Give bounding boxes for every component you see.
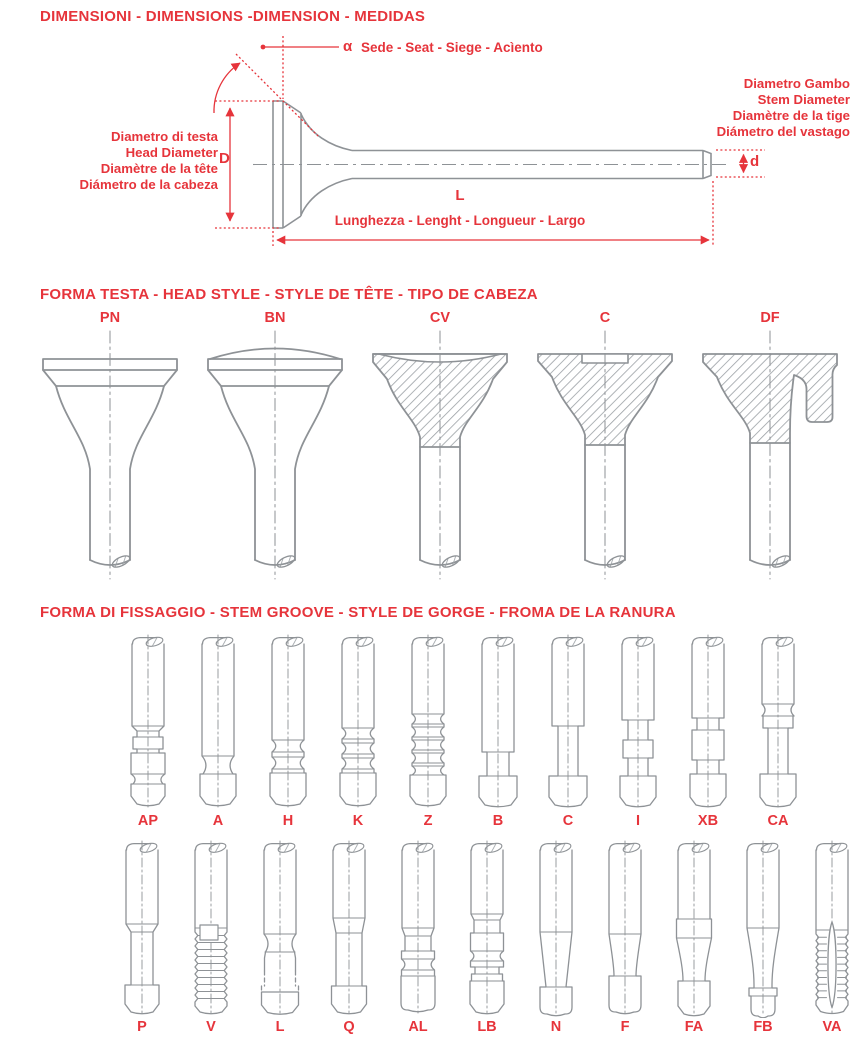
stem-groove-item-ca bbox=[746, 634, 810, 829]
stem-groove-label: P bbox=[137, 1019, 147, 1035]
stem-groove-row-1 bbox=[116, 634, 810, 829]
valve-dimension-diagram bbox=[0, 0, 860, 270]
head-style-label: CV bbox=[429, 310, 451, 326]
stem-groove-figure-xb bbox=[676, 634, 740, 812]
stem-groove-item-va bbox=[800, 840, 860, 1035]
stem-groove-figure-ca bbox=[746, 634, 810, 812]
seat-label: Sede - Seat - Siege - Acìento bbox=[361, 40, 543, 55]
head-style-figure-pn bbox=[35, 329, 185, 587]
stem-groove-label: VA bbox=[822, 1019, 842, 1035]
head-diameter-line: Diámetro de la cabeza bbox=[79, 177, 218, 192]
length-label: Lunghezza - Lenght - Longueur - Largo bbox=[334, 213, 586, 228]
stem-groove-figure-v bbox=[179, 840, 243, 1018]
head-style-label: BN bbox=[264, 310, 286, 326]
seat-leader-dot bbox=[261, 45, 266, 50]
stem-groove-item-ap bbox=[116, 634, 180, 829]
stem-groove-item-i bbox=[606, 634, 670, 829]
stem-groove-figure-c bbox=[536, 634, 600, 812]
stem-groove-label: Z bbox=[423, 813, 433, 829]
stem-groove-item-q bbox=[317, 840, 381, 1035]
stem-groove-figure-fa bbox=[662, 840, 726, 1018]
stem-groove-item-a bbox=[186, 634, 250, 829]
head-style-item-pn bbox=[35, 310, 185, 587]
alpha-symbol: α bbox=[343, 38, 353, 55]
stem-groove-figure-b bbox=[466, 634, 530, 812]
stem-groove-label: Q bbox=[343, 1019, 355, 1035]
stem-diameter-line: Diámetro del vastago bbox=[716, 124, 850, 139]
stem-groove-label: F bbox=[620, 1019, 630, 1035]
stem-groove-figure-n bbox=[524, 840, 588, 1018]
stem-diameter-label bbox=[648, 76, 850, 140]
stem-groove-label: A bbox=[212, 813, 224, 829]
stem-groove-item-b bbox=[466, 634, 530, 829]
stem-diameter-line: Diametro Gambo bbox=[743, 76, 850, 91]
head-diameter-symbol: D bbox=[219, 150, 230, 167]
section-title-head-style: FORMA TESTA - HEAD STYLE - STYLE DE TÊTE - TIPO DE CABEZA bbox=[40, 286, 538, 303]
stem-groove-label: LB bbox=[477, 1019, 497, 1035]
stem-groove-label: K bbox=[352, 813, 364, 829]
stem-groove-figure-lb bbox=[455, 840, 519, 1018]
stem-diameter-line: Stem Diameter bbox=[757, 92, 850, 107]
stem-groove-label: V bbox=[206, 1019, 216, 1035]
stem-groove-figure-p bbox=[110, 840, 174, 1018]
stem-groove-label: AP bbox=[137, 813, 159, 829]
stem-groove-figure-i bbox=[606, 634, 670, 812]
stem-groove-figure-l bbox=[248, 840, 312, 1018]
stem-groove-item-fa bbox=[662, 840, 726, 1035]
head-style-item-c bbox=[530, 310, 680, 587]
length-symbol: L bbox=[455, 187, 465, 204]
head-style-label: PN bbox=[99, 310, 121, 326]
angle-arc-arrow bbox=[214, 63, 240, 113]
stem-groove-label: L bbox=[275, 1019, 285, 1035]
stem-groove-label: B bbox=[492, 813, 504, 829]
stem-groove-figure-h bbox=[256, 634, 320, 812]
stem-diameter-symbol: d bbox=[750, 153, 760, 170]
stem-groove-item-xb bbox=[676, 634, 740, 829]
head-diameter-line: Head Diameter bbox=[125, 145, 218, 160]
stem-groove-label: AL bbox=[408, 1019, 428, 1035]
head-style-row bbox=[35, 310, 845, 587]
stem-groove-label: N bbox=[550, 1019, 562, 1035]
stem-groove-figure-k bbox=[326, 634, 390, 812]
head-style-figure-bn bbox=[200, 329, 350, 587]
stem-groove-label: XB bbox=[697, 813, 719, 829]
stem-groove-item-l bbox=[248, 840, 312, 1035]
stem-groove-figure-f bbox=[593, 840, 657, 1018]
stem-groove-figure-fb bbox=[731, 840, 795, 1018]
head-diameter-line: Diametro di testa bbox=[111, 129, 218, 144]
stem-groove-figure-va bbox=[800, 840, 860, 1018]
stem-groove-item-f bbox=[593, 840, 657, 1035]
stem-groove-figure-z bbox=[396, 634, 460, 812]
stem-groove-figure-ap bbox=[116, 634, 180, 812]
head-diameter-line: Diamètre de la tête bbox=[100, 161, 218, 176]
head-style-figure-c bbox=[530, 329, 680, 587]
stem-groove-item-v bbox=[179, 840, 243, 1035]
head-style-item-df bbox=[695, 310, 845, 587]
stem-groove-item-z bbox=[396, 634, 460, 829]
head-style-figure-df bbox=[695, 329, 845, 587]
stem-groove-item-k bbox=[326, 634, 390, 829]
stem-groove-item-c bbox=[536, 634, 600, 829]
stem-groove-row-2 bbox=[110, 840, 860, 1035]
stem-diameter-line: Diamètre de la tige bbox=[732, 108, 850, 123]
stem-groove-figure-a bbox=[186, 634, 250, 812]
stem-groove-item-p bbox=[110, 840, 174, 1035]
stem-groove-item-h bbox=[256, 634, 320, 829]
stem-groove-label: I bbox=[635, 813, 641, 829]
stem-groove-label: H bbox=[282, 813, 294, 829]
stem-groove-label: CA bbox=[767, 813, 789, 829]
stem-groove-figure-q bbox=[317, 840, 381, 1018]
stem-groove-item-al bbox=[386, 840, 450, 1035]
stem-groove-figure-al bbox=[386, 840, 450, 1018]
stem-groove-item-fb bbox=[731, 840, 795, 1035]
section-title-dimensions: DIMENSIONI - DIMENSIONS -DIMENSION - MEDIDAS bbox=[40, 8, 426, 25]
section-title-stem-groove: FORMA DI FISSAGGIO - STEM GROOVE - STYLE DE GORGE - FROMA DE LA RANURA bbox=[40, 604, 676, 621]
stem-groove-label: C bbox=[562, 813, 574, 829]
head-style-label: C bbox=[599, 310, 611, 326]
stem-groove-label: FB bbox=[753, 1019, 773, 1035]
head-diameter-label bbox=[30, 129, 218, 193]
head-style-label: DF bbox=[760, 310, 780, 326]
head-style-item-bn bbox=[200, 310, 350, 587]
stem-groove-item-n bbox=[524, 840, 588, 1035]
stem-groove-label: FA bbox=[684, 1019, 704, 1035]
stem-groove-item-lb bbox=[455, 840, 519, 1035]
head-style-item-cv bbox=[365, 310, 515, 587]
head-style-figure-cv bbox=[365, 329, 515, 587]
